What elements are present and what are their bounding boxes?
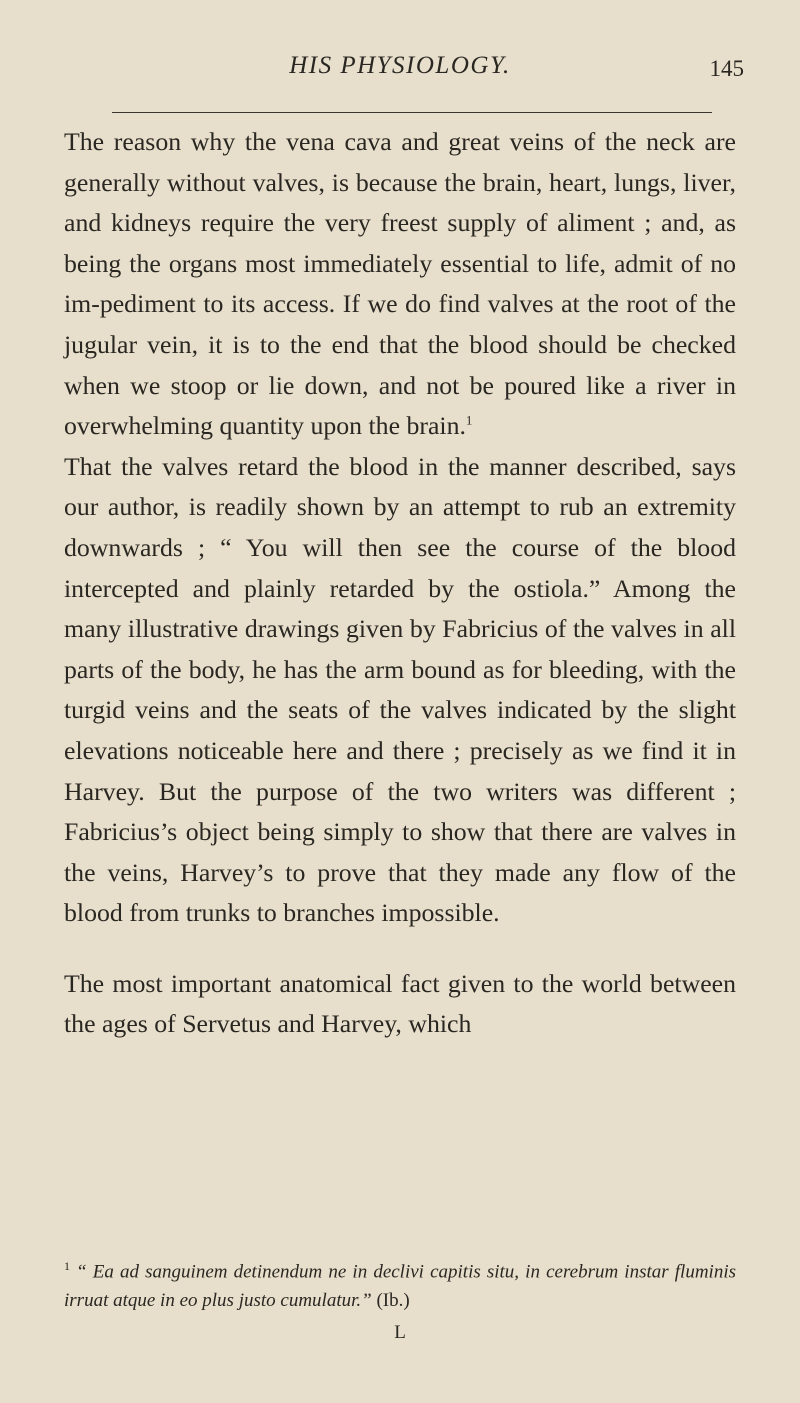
- body-text: [64, 122, 736, 1045]
- paragraph: The most important anatomical fact given to the world between the ages of Servetus and Harvey, which: [64, 968, 736, 1039]
- running-head: HIS PHYSIOLOGY.: [289, 52, 511, 79]
- footnote-reference: 1: [465, 412, 473, 428]
- footnote-latin-quote: “ Ea ad sanguinem detinendum ne in declivi capitis situ, in cerebrum instar fluminis irruat atque in eo plus justo cumulatur.”: [64, 1261, 736, 1312]
- header-rule: [112, 112, 712, 113]
- footnote: [64, 1252, 736, 1315]
- paragraph: That the valves retard the blood in the manner described, says our author, is readily shown by an attempt to rub an extremity downwards ; “ You will then see the course of the blood intercepted and plainly retarded by the ostiola.” Among the many illustrative drawings given by Fabricius of the valves in all parts of the body, he has the arm bound as for bleeding, with the turgid veins and the seats of the valves indicated by the slight elevations noticeable here and there ; precisely as we find it in Harvey. But the purpose of the two writers was different ; Fabricius’s object being simply to show that there are valves in the veins, Harvey’s to prove that they made any flow of the blood from trunks to branches impossible.: [64, 451, 736, 928]
- paragraph-gap: [64, 934, 736, 964]
- page-header: [0, 44, 800, 94]
- page-number: 145: [709, 56, 744, 81]
- signature-mark: L: [394, 1322, 406, 1343]
- footnote-marker: 1: [64, 1259, 70, 1273]
- paragraph: [64, 122, 736, 447]
- footnote-citation: (Ib.): [376, 1290, 410, 1312]
- paragraph-text: The reason why the vena cava and great veins of the neck are generally without valves, is because the brain, heart, lungs, liver, and kidneys require the very freest supply of aliment ; and, as being the organs most immediately essential to life, admit of no im-pediment to its access. If we do find valves at the root of the jugular vein, it is to the end that the blood should be checked when we stoop or lie down, and not be poured like a river in overwhelming quantity upon the brain.: [64, 127, 736, 441]
